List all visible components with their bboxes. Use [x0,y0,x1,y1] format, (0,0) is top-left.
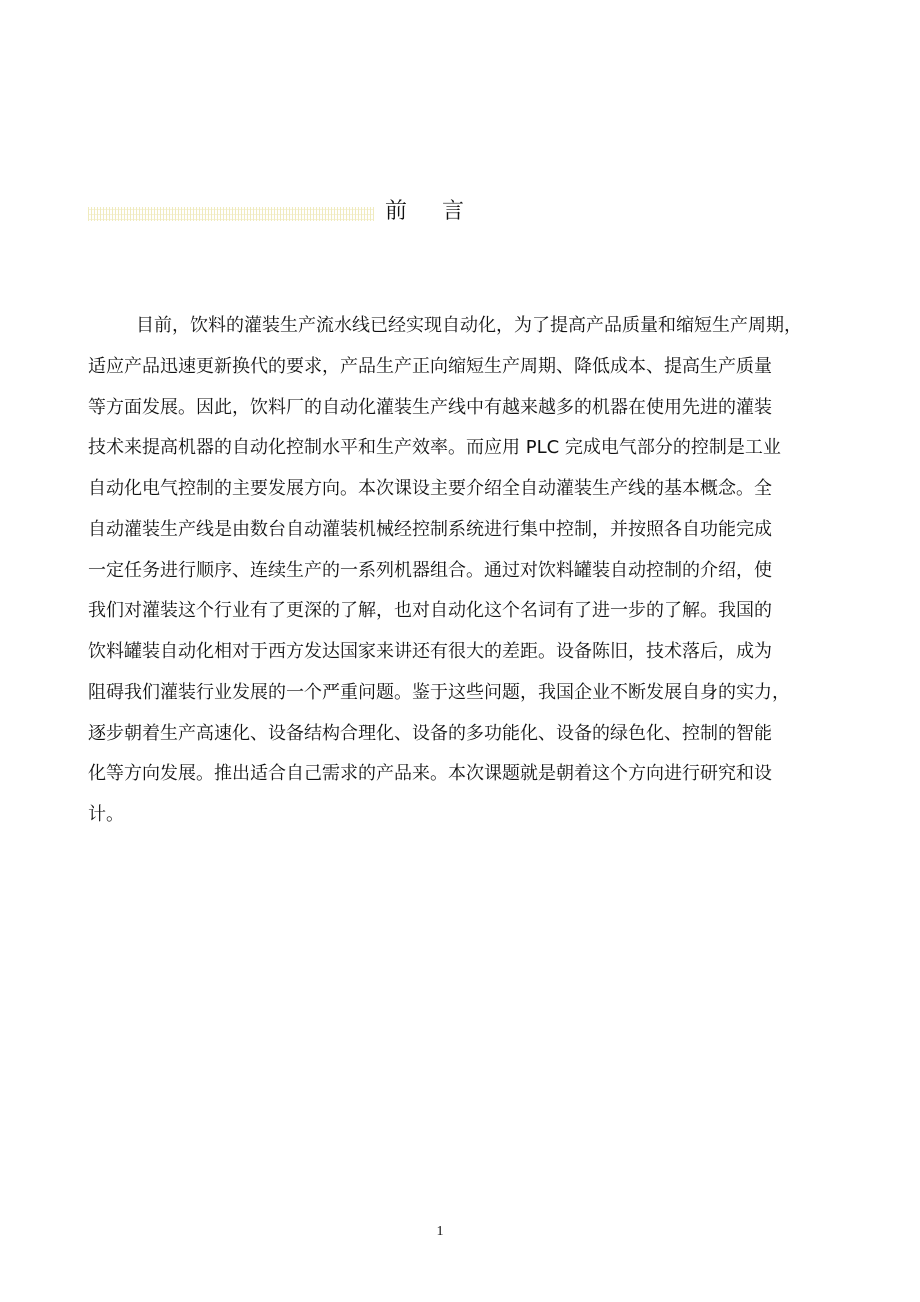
body-line: 饮料罐装自动化相对于西方发达国家来讲还有很大的差距。设备陈旧，技术落后，成为 [88,641,772,662]
preface-body [88,306,818,836]
body-line: 逐步朝着生产高速化、设备结构合理化、设备的多功能化、设备的绿色化、控制的智能 [88,722,772,744]
body-line: 等方面发展。因此，饮料厂的自动化灌装生产线中有越来越多的机器在使用先进的灌装 [88,396,772,418]
body-line: 计。 [88,804,124,825]
body-line: 适应产品迅速更新换代的要求，产品生产正向缩短生产周期、降低成本、提高生产质量 [88,355,772,377]
page-number: 1 [436,1224,444,1239]
title-decorative-rule [88,207,374,221]
page-title: 前 言 [385,199,478,224]
body-line: 目前，饮料的灌装生产流水线已经实现自动化，为了提高产品质量和缩短生产周期， [136,315,802,336]
body-line: 技术来提高机器的自动化控制水平和生产效率。而应用 PLC 完成电气部分的控制是工业 [88,437,781,459]
body-line: 我们对灌装这个行业有了更深的了解，也对自动化这个名词有了进一步的了解。我国的 [88,600,772,622]
body-line: 自动化电气控制的主要发展方向。本次课设主要介绍全自动灌装生产线的基本概念。全 [88,478,772,499]
body-line: 自动灌装生产线是由数台自动灌装机械经控制系统进行集中控制，并按照各自功能完成 [88,518,772,540]
body-line: 阻碍我们灌装行业发展的一个严重问题。鉴于这些问题，我国企业不断发展自身的实力， [88,681,790,703]
body-line: 一定任务进行顺序、连续生产的一系列机器组合。通过对饮料罐装自动控制的介绍，使 [88,559,772,581]
body-line: 化等方向发展。推出适合自己需求的产品来。本次课题就是朝着这个方向进行研究和设 [88,763,772,785]
